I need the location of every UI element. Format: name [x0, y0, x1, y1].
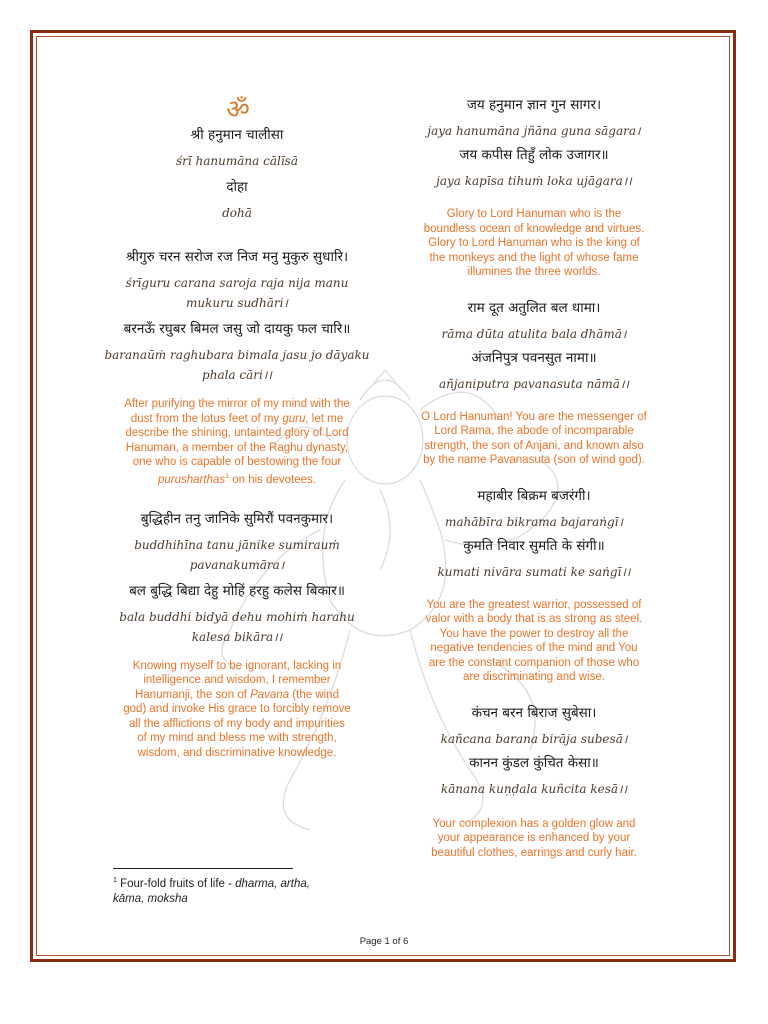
verse-4-transliteration-a: bala buddhi bidyā dehu mohiṁ harahu	[119, 609, 355, 624]
translation-line: of my mind and bless me with strength,	[137, 732, 337, 745]
verse-1-transliteration-b: mukuru sudhāri।	[186, 296, 288, 310]
verse-r1-devanagari: जय हनुमान ज्ञान गुन सागर।	[466, 97, 602, 113]
translation-line: god) and invoke His grace to forcibly remove	[123, 703, 351, 716]
verse-r3-devanagari: राम दूत अतुलित बल धामा।	[467, 299, 601, 316]
verse-r4-devanagari: अंजनिपुत्र पवनसुत नामा॥	[471, 349, 597, 366]
translation-line: You have the power to destroy all the	[439, 627, 629, 640]
footnote-line	[113, 892, 393, 907]
translation-line: Hanuman, a member of the Raghu dynasty,	[125, 441, 349, 454]
verse-2-transliteration-a: baranaūṁ raghubara bimala jasu jo dāyaku	[104, 348, 370, 362]
translation-line: valor with a body that is as strong as steel.	[425, 613, 643, 625]
verse-r8-devanagari: कानन कुंडल कुंचित केसा॥	[469, 754, 599, 771]
verse-1-devanagari: श्रीगुरु चरन सरोज रज निज मनु मुकुरु सुधारि।	[125, 249, 349, 265]
translation-line: the monkeys and the light of whose fame	[429, 251, 639, 264]
footnote-reference[interactable]: 1	[225, 472, 230, 480]
english-translation-r1	[404, 207, 664, 280]
translation-italic-term: purusharthas	[158, 473, 226, 486]
translation-line: your appearance is enhanced by your	[437, 832, 631, 844]
page-number: Page 1 of 6	[359, 936, 409, 947]
translation-line	[104, 412, 370, 427]
translation-line: beautiful clothes, earrings and curly hair.	[431, 846, 637, 859]
translation-line: O Lord Hanuman! You are the messenger of	[421, 410, 647, 423]
verse-r2-transliteration: jaya kapīsa tihuṁ loka ujāgara।।	[436, 174, 632, 188]
footnote-separator	[113, 868, 293, 869]
verse-2-devanagari: बरनऊँ रघुबर बिमल जसु जो दायकु फल चारि॥	[123, 321, 351, 337]
doha-heading: दोहा	[226, 179, 248, 195]
verse-r3-transliteration: rāma dūta atulita bala dhāmā।	[441, 326, 627, 341]
verse-r6-devanagari: कुमति निवार सुमति के संगी॥	[463, 537, 605, 554]
footnote	[113, 873, 393, 907]
om-symbol: ॐ	[226, 95, 250, 125]
verse-r7-devanagari: कंचन बरन बिराज सुबेसा।	[471, 704, 597, 721]
verse-r1-transliteration: jaya hanumāna jñāna guna sāgara।	[427, 124, 641, 138]
translation-italic-term: guru	[282, 412, 306, 425]
translation-italic-term: Pavana	[250, 688, 290, 701]
verse-4-transliteration-b: kalesa bikāra।।	[191, 629, 283, 644]
translation-line: by the name Pavanasuta (son of wind god).	[423, 454, 645, 466]
translation-line: are the constant companion of those who	[428, 656, 640, 669]
translation-line: illumines the three worlds.	[467, 266, 601, 278]
translation-line: one who is capable of bestowing the four	[132, 456, 342, 468]
doha-transliteration: dohā	[222, 206, 252, 220]
translation-line: intelligence and wisdom, I remember	[143, 674, 331, 687]
translation-line	[104, 688, 370, 703]
translation-line: Lord Rama, the abode of incomparable	[434, 425, 634, 437]
english-translation-r2	[404, 410, 664, 468]
verse-4-devanagari: बल बुद्धि बिद्या देहु मोहिं हरहु कलेस बिकार॥	[129, 582, 345, 599]
verse-r8-transliteration: kānana kuṇḍala kuñcita kesā।।	[440, 781, 628, 796]
translation-line: boundless ocean of knowledge and virtues.	[423, 222, 645, 235]
verse-r5-devanagari: महाबीर बिक्रम बजरंगी।	[477, 487, 591, 504]
translation-text: (the wind	[289, 688, 339, 701]
translation-line: strength, the son of Anjani, and known also	[424, 439, 644, 452]
verse-r2-devanagari: जय कपीस तिहुँ लोक उजागर॥	[459, 147, 609, 163]
english-translation-r4	[404, 817, 664, 861]
verse-r7-transliteration: kañcana barana birāja subesā।	[440, 731, 628, 746]
verse-3-transliteration-a: buddhihīna tanu jānike sumirauṁ	[134, 537, 340, 552]
verse-1-transliteration-a: śrīguru carana saroja raja nija manu	[125, 276, 349, 290]
verse-r6-transliteration: kumati nivāra sumati ke saṅgī।।	[437, 564, 631, 579]
english-translation-2	[104, 659, 370, 761]
title-transliteration: śrī hanumāna cālīsā	[176, 154, 298, 168]
translation-line: all the afflictions of my body and impurities	[129, 717, 345, 730]
translation-line: Your complexion has a golden glow and	[432, 817, 636, 830]
verse-r5-transliteration: mahābīra bikrama bajaraṅgī।	[444, 514, 624, 529]
footnote-terms: dharma, artha,	[235, 877, 310, 890]
footnote-terms: kāma, moksha	[113, 892, 188, 905]
verse-3-transliteration-b: pavanakumāra।	[189, 557, 285, 572]
translation-line: wisdom, and discriminative knowledge.	[137, 746, 337, 759]
title-devanagari: श्री हनुमान चालीसा	[190, 127, 284, 143]
footnote-line	[113, 873, 393, 892]
translation-line: Glory to Lord Hanuman who is the	[446, 208, 622, 220]
right-column	[404, 95, 664, 860]
footnote-text: Four-fold fruits of life -	[116, 877, 236, 890]
translation-line	[104, 470, 370, 487]
verse-r4-transliteration: añjaniputra pavanasuta nāmā।।	[438, 376, 630, 391]
translation-line: negative tendencies of the mind and You	[430, 642, 638, 654]
translation-text: dust from the lotus feet of my	[130, 412, 283, 425]
translation-line: describe the shining, untainted glory of Lord	[125, 427, 349, 439]
verse-2-transliteration-b: phala cāri।।	[202, 368, 272, 382]
left-column	[104, 125, 370, 760]
translation-text: Hanumanji, the son of	[135, 688, 251, 701]
translation-text: , let me	[305, 412, 344, 425]
english-translation-1	[104, 397, 370, 487]
translation-line: Glory to Lord Hanuman who is the king of	[428, 237, 640, 249]
translation-line: are discriminating and wise.	[463, 671, 605, 683]
translation-line: Knowing myself to be ignorant, lacking in	[132, 659, 342, 672]
translation-line: You are the greatest warrior, possessed of	[426, 598, 642, 611]
footnote-mark: 1	[113, 877, 117, 884]
translation-line: After purifying the mirror of my mind with the	[124, 398, 350, 410]
english-translation-r3	[404, 598, 664, 685]
translation-text: on his devotees.	[229, 473, 316, 486]
verse-3-devanagari: बुद्धिहीन तनु जानिके सुमिरौं पवनकुमार।	[140, 510, 334, 527]
